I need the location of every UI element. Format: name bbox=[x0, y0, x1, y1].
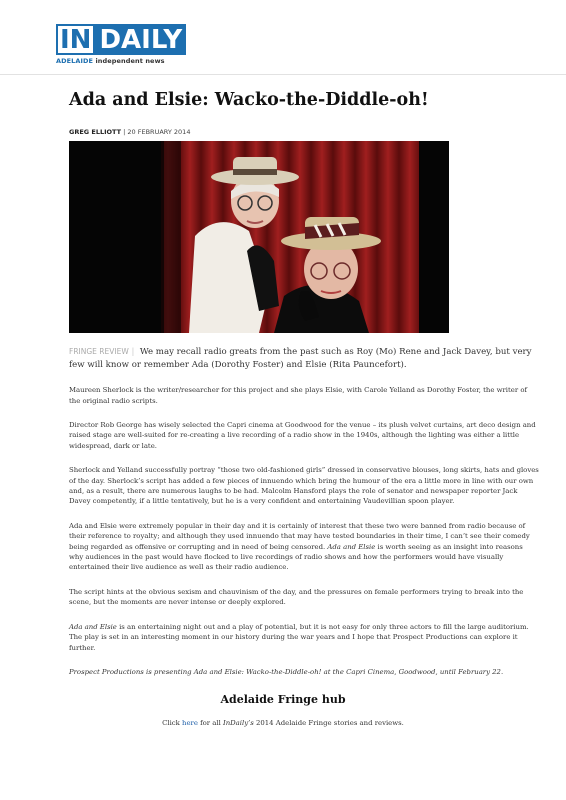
paragraph-4-part-a: Ada and Elsie were extremely popular in their day and it is certainly of interest that these two were banned from radio because of their reference to royalty; and although they used innuendo that may have tested boundaries in their time, I can’t see their comedy being regarded as offensive or corrupting and in need of being censored. bbox=[69, 521, 530, 551]
paragraph-4-part-c: is worth seeing as an insight into reasons why audiences in the past would have flocked to live recordings of radio shows and how the performers would have visually entertained their live audience as well as their radio audience. bbox=[69, 542, 523, 572]
publish-date: 20 FEBRUARY 2014 bbox=[127, 128, 191, 136]
article-photo bbox=[69, 141, 449, 333]
logo-in: IN bbox=[56, 24, 95, 55]
author-name[interactable]: GREG ELLIOTT bbox=[69, 128, 122, 136]
paragraph-2: Director Rob George has wisely selected the Capri cinema at Goodwood for the venue – its plush velvet curtains, art deco design and raised stage are well-suited for re-creating a live recording of a radio show in the 1940s, although the lighting was either a little widespread, dark or late. bbox=[69, 421, 536, 450]
logo-daily: DAILY bbox=[95, 24, 186, 55]
paragraph-1: Maureen Sherlock is the writer/researcher for this project and she plays Elsie, with Carole Yelland as Dorothy Foster, the writer of the original radio scripts. bbox=[69, 386, 528, 405]
logo-tagline bbox=[56, 57, 186, 65]
lead-text: We may recall radio greats from the past such as Roy (Mo) Rene and Jack Davey, but very few will know or remember Ada (Dorothy Foster) and Elsie (Rita Pauncefort). bbox=[69, 347, 532, 370]
byline: GREG ELLIOTT | 20 FEBRUARY 2014 bbox=[69, 128, 191, 136]
site-header bbox=[0, 0, 566, 75]
hub-link[interactable]: here bbox=[182, 719, 198, 727]
paragraph-6-italic: Ada and Elsie bbox=[69, 622, 117, 631]
hub-text-italic: InDaily’s bbox=[223, 719, 254, 727]
paragraph-5: The script hints at the obvious sexism and chauvinism of the day, and the pressures on female performers trying to break into the scene, but the moments are never intense or deeply explored. bbox=[69, 587, 524, 607]
fringe-hub-heading: Adelaide Fringe hub bbox=[220, 693, 346, 706]
article-body bbox=[69, 346, 539, 691]
indaily-logo[interactable] bbox=[56, 24, 186, 65]
article-title: Ada and Elsie: Wacko-the-Diddle-oh! bbox=[69, 90, 429, 110]
logo-tagline-text: independent news bbox=[95, 57, 165, 65]
paragraph-3: Sherlock and Yelland successfully portray “those two old-fashioned girls” dressed in conservative blouses, long skirts, hats and gloves of the day. Sherlock’s script has added a few pieces of innuendo which bring the humour of the era a little more in line with our own and, as a result, there are numerous laughs to be had. Malcolm Hansford plays the role of senator and newspaper reporter Jack Davey competently, if a little tentatively, but he is a very confident and entertaining Vaudevillian spoon player. bbox=[69, 466, 539, 506]
logo-tagline-city: ADELAIDE bbox=[56, 57, 94, 65]
paragraph-4 bbox=[69, 521, 539, 573]
hub-text-after: 2014 Adelaide Fringe stories and reviews. bbox=[253, 719, 404, 727]
section-kicker[interactable]: FRINGE REVIEW bbox=[69, 347, 129, 356]
hub-text-mid: for all bbox=[197, 719, 223, 727]
fringe-hub-text bbox=[0, 719, 566, 727]
paragraph-4-italic: Ada and Elsie bbox=[327, 542, 376, 551]
paragraph-7-italic: Prospect Productions is presenting Ada and Elsie: Wacko-the-Diddle-oh! at the Capri Cinema, Goodwood, until February 22. bbox=[69, 667, 504, 676]
hub-text-before: Click bbox=[162, 719, 183, 727]
paragraph-7 bbox=[69, 667, 539, 677]
paragraph-6-rest: is an entertaining night out and a play of potential, but it is not easy for only three actors to fill the large auditorium. The play is set in an interesting moment in our history during the war years and I hope that Prospect Productions can explore it further. bbox=[69, 622, 529, 652]
paragraph-6 bbox=[69, 622, 539, 653]
article-lead: FRINGE REVIEW | We may recall radio greats from the past such as Roy (Mo) Rene and Jack Davey, but very few will know or remember Ada (Dorothy Foster) and Elsie (Rita Pauncefort). bbox=[69, 347, 532, 370]
